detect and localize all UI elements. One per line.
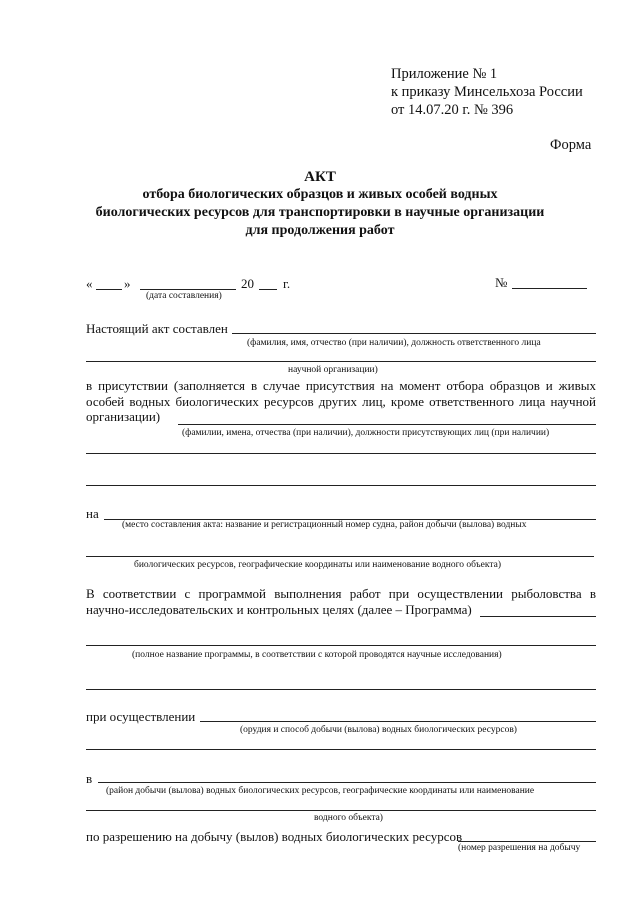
program-caption: (полное название программы, в соответствии с которой проводятся научные исследования) <box>132 650 502 660</box>
area-label: в <box>86 771 93 786</box>
program-field-2[interactable] <box>86 645 596 646</box>
composed-by-field-2[interactable] <box>86 361 596 362</box>
program-field-3[interactable] <box>86 689 596 690</box>
title-line-2: биологических ресурсов для транспортировки в научные организации <box>95 205 545 220</box>
order-date: от 14.07.20 г. № 396 <box>391 102 514 118</box>
presence-field-3[interactable] <box>86 485 596 486</box>
permit-field[interactable] <box>458 841 596 842</box>
area-caption-1: (район добычи (вылова) водных биологических ресурсов, географические координаты или наименование <box>106 786 535 796</box>
day-blank[interactable] <box>96 289 122 290</box>
composed-caption-2: научной организации) <box>288 365 378 375</box>
document-title: АКТ <box>304 169 336 185</box>
place-label: на <box>86 506 99 521</box>
title-line-1: отбора биологических образцов и живых особей водных <box>142 187 498 202</box>
quote-open: « <box>86 276 93 291</box>
tools-field-2[interactable] <box>86 749 596 750</box>
month-blank[interactable] <box>140 289 236 290</box>
appendix-number: Приложение № 1 <box>391 66 498 82</box>
date-caption: (дата составления) <box>146 291 222 301</box>
program-field[interactable] <box>480 616 596 617</box>
presence-field-2[interactable] <box>86 453 596 454</box>
title-line-3: для продолжения работ <box>245 223 395 238</box>
area-caption-2: водного объекта) <box>314 813 383 823</box>
tools-field[interactable] <box>200 721 596 722</box>
place-caption-1: (место составления акта: название и регистрационный номер судна, район добычи (вылова) водных <box>122 520 527 530</box>
presence-text: в присутствии (заполняется в случае присутствия на момент отбора образцов и живых особей водных биологических ресурсов других лиц, кроме ответственного лица научной организации) <box>86 378 596 424</box>
act-number-blank[interactable] <box>512 288 587 289</box>
permit-caption: (номер разрешения на добычу <box>458 843 581 853</box>
permit-label: по разрешению на добычу (вылов) водных биологических ресурсов <box>86 829 463 844</box>
tools-label: при осуществлении <box>86 709 196 724</box>
year-prefix: 20 <box>241 276 254 291</box>
year-blank[interactable] <box>259 289 277 290</box>
presence-field[interactable] <box>178 424 596 425</box>
composed-by-field[interactable] <box>232 333 596 334</box>
form-label: Форма <box>550 137 592 153</box>
composed-caption-1: (фамилия, имя, отчество (при наличии), должность ответственного лица <box>247 338 541 348</box>
area-field[interactable] <box>98 782 596 783</box>
tools-caption: (орудия и способ добычи (вылова) водных биологических ресурсов) <box>240 725 517 735</box>
composed-label: Настоящий акт составлен <box>86 321 228 336</box>
area-field-2[interactable] <box>86 810 596 811</box>
number-sign: № <box>495 275 508 290</box>
program-text: В соответствии с программой выполнения работ при осуществлении рыболовства в научно-исследовательских и контрольных целях (далее – Программа) <box>86 586 596 617</box>
place-caption-2: биологических ресурсов, географические координаты или наименование водного объекта) <box>134 560 502 570</box>
quote-close: » <box>124 276 131 291</box>
presence-caption: (фамилии, имена, отчества (при наличии), должности присутствующих лиц (при наличии) <box>182 428 550 438</box>
place-field-2[interactable] <box>86 556 594 557</box>
year-suffix: г. <box>283 276 291 291</box>
order-reference: к приказу Минсельхоза России <box>391 84 583 100</box>
